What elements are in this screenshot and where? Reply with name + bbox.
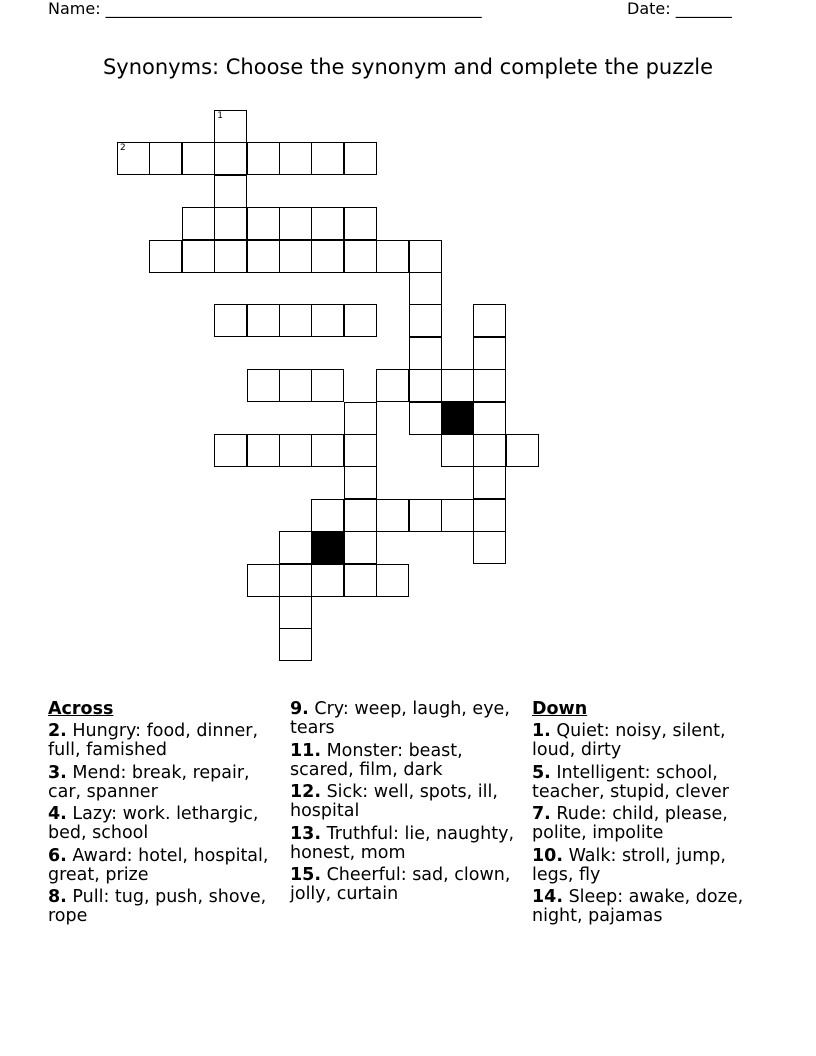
clue-text: Rude: child, please, polite, impolite — [532, 804, 728, 843]
crossword-cell[interactable] — [376, 240, 409, 273]
crossword-cell[interactable] — [214, 207, 247, 240]
crossword-cell[interactable] — [473, 402, 506, 435]
crossword-cell[interactable] — [214, 304, 247, 337]
clue-number-label: 2 — [120, 143, 126, 154]
crossword-cell[interactable] — [344, 466, 377, 499]
clue-item — [532, 805, 767, 843]
crossword-black-cell — [311, 531, 344, 564]
clue-text: Hungry: food, dinner, full, famished — [48, 721, 259, 760]
clue-text: Mend: break, repair, car, spanner — [48, 762, 250, 802]
crossword-cell[interactable] — [311, 142, 344, 175]
clue-text: Sleep: awake, doze, night, pajamas — [532, 887, 744, 926]
crossword-cell[interactable] — [214, 434, 247, 467]
clue-number-label: 1 — [217, 111, 223, 121]
crossword-cell[interactable] — [409, 337, 442, 370]
clue-number: 7. — [532, 804, 551, 824]
clue-text: Walk: stroll, jump, legs, fly — [532, 845, 726, 885]
crossword-cell[interactable] — [247, 369, 280, 402]
clue-number: 15. — [290, 865, 322, 885]
crossword-cell[interactable] — [311, 369, 344, 402]
crossword-cell[interactable] — [149, 240, 182, 273]
crossword-cell[interactable] — [473, 434, 506, 467]
clue-text: Cry: weep, laugh, eye, tears — [290, 699, 510, 738]
down-clues-column — [532, 700, 767, 930]
clue-item — [48, 847, 283, 885]
clue-number: 9. — [290, 699, 309, 719]
crossword-cell[interactable] — [279, 434, 312, 467]
crossword-cell[interactable] — [344, 207, 377, 240]
clue-item — [290, 825, 525, 863]
clue-item — [48, 888, 283, 926]
crossword-cell[interactable] — [344, 142, 377, 175]
crossword-cell[interactable] — [311, 304, 344, 337]
crossword-cell[interactable] — [279, 564, 312, 597]
clue-number: 1. — [532, 721, 551, 741]
crossword-cell[interactable] — [473, 369, 506, 402]
crossword-cell[interactable] — [441, 499, 474, 532]
crossword-cell[interactable] — [311, 499, 344, 532]
crossword-cell[interactable] — [247, 142, 280, 175]
crossword-cell[interactable] — [247, 564, 280, 597]
crossword-cell[interactable] — [182, 142, 215, 175]
clue-number: 14. — [532, 887, 564, 907]
clue-text: Sick: well, spots, ill, hospital — [290, 782, 498, 821]
name-field: Name: _______________________________________________ — [48, 0, 482, 18]
clue-text: Lazy: work. lethargic, bed, school — [48, 804, 259, 843]
crossword-cell[interactable] — [376, 564, 409, 597]
crossword-cell[interactable] — [214, 175, 247, 208]
crossword-cell[interactable] — [247, 207, 280, 240]
crossword-cell[interactable] — [344, 240, 377, 273]
crossword-cell[interactable] — [344, 531, 377, 564]
crossword-cell[interactable] — [279, 240, 312, 273]
crossword-cell[interactable] — [344, 402, 377, 435]
clue-text: Pull: tug, push, shove, rope — [48, 887, 267, 926]
clue-number: 4. — [48, 804, 67, 824]
clue-item — [532, 847, 767, 885]
crossword-cell[interactable] — [182, 207, 215, 240]
crossword-cell[interactable] — [311, 240, 344, 273]
crossword-cell[interactable] — [149, 142, 182, 175]
clue-number: 2. — [48, 721, 67, 741]
down-heading: Down — [532, 699, 588, 719]
crossword-cell[interactable] — [279, 369, 312, 402]
crossword-cell[interactable] — [247, 240, 280, 273]
clue-item — [290, 700, 525, 738]
clue-item — [532, 764, 767, 802]
crossword-cell[interactable] — [247, 434, 280, 467]
crossword-cell[interactable] — [376, 499, 409, 532]
clue-text: Cheerful: sad, clown, jolly, curtain — [290, 865, 511, 904]
crossword-cell[interactable] — [473, 499, 506, 532]
clue-number: 6. — [48, 845, 67, 866]
crossword-cell[interactable] — [117, 142, 150, 175]
crossword-cell[interactable] — [506, 434, 539, 467]
crossword-cell[interactable] — [214, 142, 247, 175]
clue-item — [290, 742, 525, 780]
crossword-cell[interactable] — [409, 369, 442, 402]
clue-number: 8. — [48, 887, 67, 907]
clue-number: 13. — [290, 823, 322, 844]
crossword-cell[interactable] — [279, 628, 312, 661]
crossword-cell[interactable] — [376, 369, 409, 402]
crossword-cell[interactable] — [344, 564, 377, 597]
clue-number: 5. — [532, 762, 551, 783]
crossword-cell[interactable] — [247, 304, 280, 337]
crossword-cell[interactable] — [182, 240, 215, 273]
date-field: Date: _______ — [627, 0, 732, 18]
crossword-cell[interactable] — [344, 304, 377, 337]
clue-item — [532, 722, 767, 760]
clue-text: Quiet: noisy, silent, loud, dirty — [532, 721, 726, 760]
crossword-cell[interactable] — [473, 466, 506, 499]
clue-number: 10. — [532, 845, 564, 866]
crossword-cell[interactable] — [344, 434, 377, 467]
clue-number: 12. — [290, 782, 322, 802]
clue-item — [290, 783, 525, 821]
clue-item — [48, 805, 283, 843]
crossword-cell[interactable] — [279, 531, 312, 564]
clue-number: 3. — [48, 762, 67, 783]
crossword-cell[interactable] — [473, 337, 506, 370]
crossword-cell[interactable] — [409, 402, 442, 435]
crossword-cell[interactable] — [473, 304, 506, 337]
crossword-cell[interactable] — [441, 434, 474, 467]
clue-text: Truthful: lie, naughty, honest, mom — [290, 823, 515, 863]
crossword-cell[interactable] — [409, 272, 442, 305]
page-title: Synonyms: Choose the synonym and complete the puzzle — [102, 55, 714, 79]
across-heading: Across — [48, 699, 114, 719]
crossword-cell[interactable] — [214, 110, 247, 143]
crossword-cell[interactable] — [311, 434, 344, 467]
crossword-cell[interactable] — [311, 564, 344, 597]
clue-number: 11. — [290, 740, 322, 761]
across-clues-continued-column — [290, 700, 525, 908]
clue-text: Monster: beast, scared, film, dark — [290, 740, 463, 780]
clue-item — [532, 888, 767, 926]
crossword-cell[interactable] — [279, 596, 312, 629]
crossword-cell[interactable] — [279, 304, 312, 337]
crossword-cell[interactable] — [344, 499, 377, 532]
crossword-cell[interactable] — [409, 240, 442, 273]
crossword-cell[interactable] — [214, 240, 247, 273]
crossword-black-cell — [441, 402, 474, 435]
crossword-cell[interactable] — [441, 369, 474, 402]
crossword-cell[interactable] — [473, 531, 506, 564]
crossword-cell[interactable] — [409, 304, 442, 337]
clue-text: Intelligent: school, teacher, stupid, clever — [532, 762, 729, 802]
crossword-cell[interactable] — [409, 499, 442, 532]
clue-item — [290, 866, 525, 904]
clue-text: Award: hotel, hospital, great, prize — [48, 845, 269, 885]
clue-number-label: 12 — [444, 402, 456, 413]
crossword-cell[interactable] — [279, 142, 312, 175]
crossword-cell[interactable] — [279, 207, 312, 240]
crossword-cell[interactable] — [311, 207, 344, 240]
clue-item — [48, 764, 283, 802]
across-clues-column — [48, 700, 283, 930]
clue-item — [48, 722, 283, 760]
